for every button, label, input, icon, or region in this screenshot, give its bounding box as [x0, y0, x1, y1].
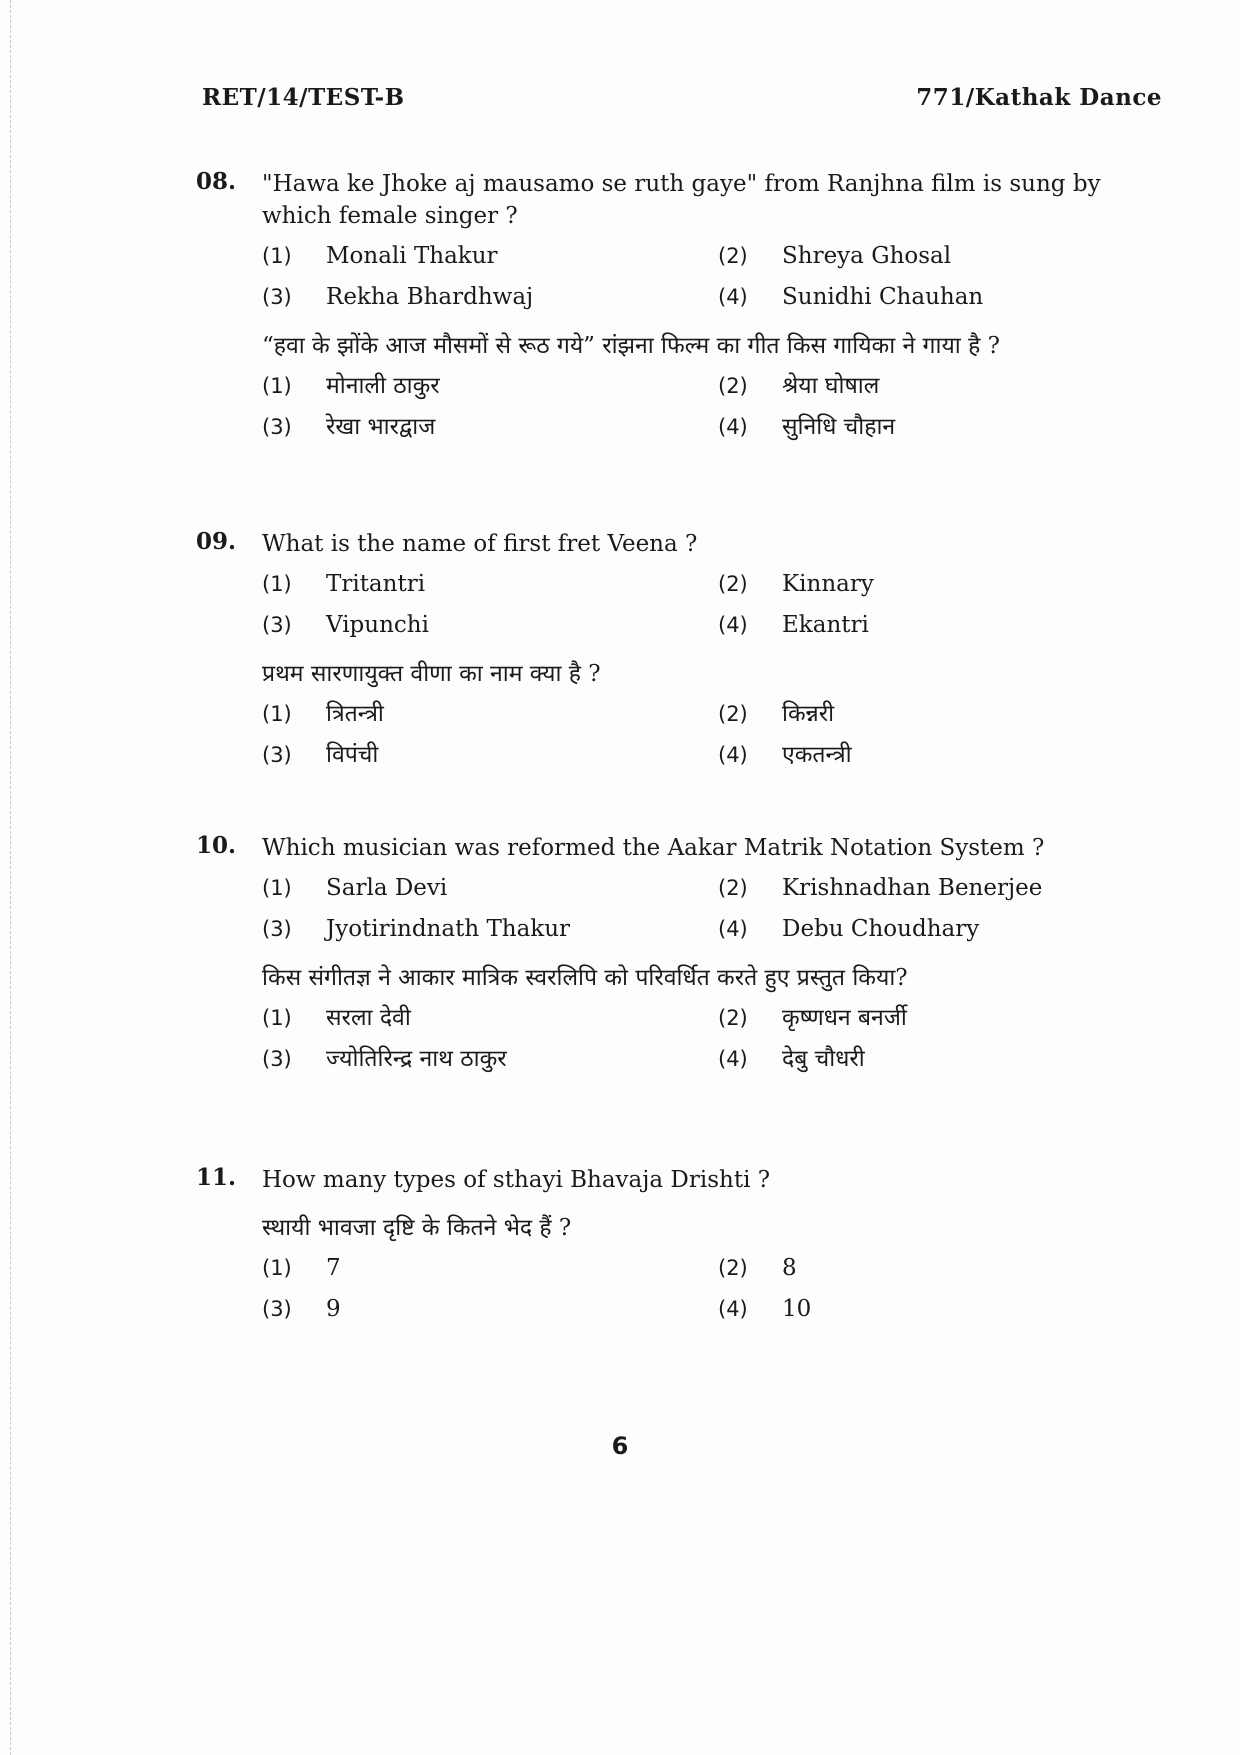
- question-number: 09.: [196, 528, 237, 555]
- question-number: 11.: [196, 1164, 237, 1191]
- option-4[interactable]: [718, 913, 1158, 946]
- question-text-hi: प्रथम सारणायुक्त वीणा का नाम क्या है ?: [262, 661, 601, 687]
- option-text: सरला देवी: [326, 1005, 411, 1031]
- option-text: एकतन्त्री: [782, 742, 852, 768]
- option-text: Tritantri: [326, 571, 426, 597]
- option-text: 9: [326, 1296, 341, 1322]
- option-number: (4): [718, 285, 748, 309]
- option-number: (3): [262, 1047, 292, 1071]
- question-text-hi: किस संगीतज्ञ ने आकार मात्रिक स्वरलिपि को परिवर्धित करते हुए प्रस्तुत किया?: [262, 965, 908, 991]
- options: [262, 1252, 1168, 1326]
- option-number: (4): [718, 743, 748, 767]
- option-text: Ekantri: [782, 612, 869, 638]
- option-2-hi[interactable]: [718, 1002, 1158, 1035]
- option-number: (4): [718, 1297, 748, 1321]
- option-text: Sunidhi Chauhan: [782, 284, 984, 310]
- option-number: (3): [262, 415, 292, 439]
- option-1[interactable]: [262, 568, 718, 601]
- question-text-hi: “हवा के झोंके आज मौसमों से रूठ गये” रांझना फिल्म का गीत किस गायिका ने गाया है ?: [262, 333, 1000, 359]
- option-number: (1): [262, 1006, 292, 1030]
- option-number: (2): [718, 244, 748, 268]
- option-text: सुनिधि चौहान: [782, 414, 896, 440]
- option-3-hi[interactable]: [262, 739, 718, 772]
- option-3[interactable]: [262, 609, 718, 642]
- option-number: (4): [718, 917, 748, 941]
- option-text: Rekha Bhardhwaj: [326, 284, 534, 310]
- question-09: [196, 528, 1168, 772]
- option-number: (2): [718, 1006, 748, 1030]
- option-text: त्रितन्त्री: [326, 701, 384, 727]
- option-text: Debu Choudhary: [782, 916, 980, 942]
- options-hi: [262, 370, 1168, 444]
- option-text: Sarla Devi: [326, 875, 448, 901]
- option-4[interactable]: [718, 281, 1158, 314]
- option-text: Shreya Ghosal: [782, 243, 952, 269]
- option-number: (1): [262, 876, 292, 900]
- subject-title: 771/Kathak Dance: [916, 84, 1162, 111]
- option-2[interactable]: [718, 240, 1158, 273]
- question-11: [196, 1164, 1168, 1326]
- option-text: मोनाली ठाकुर: [326, 373, 440, 399]
- option-text: विपंची: [326, 742, 379, 768]
- option-3[interactable]: [262, 913, 718, 946]
- option-1-hi[interactable]: [262, 370, 718, 403]
- option-text: रेखा भारद्वाज: [326, 414, 436, 440]
- option-4-hi[interactable]: [718, 739, 1158, 772]
- option-4[interactable]: [718, 609, 1158, 642]
- option-number: (3): [262, 613, 292, 637]
- option-number: (4): [718, 1047, 748, 1071]
- option-text: Kinnary: [782, 571, 874, 597]
- option-1-hi[interactable]: [262, 698, 718, 731]
- page-header: [202, 84, 1162, 124]
- option-text: Vipunchi: [326, 612, 429, 638]
- option-number: (3): [262, 285, 292, 309]
- option-3-hi[interactable]: [262, 411, 718, 444]
- option-text: 10: [782, 1296, 812, 1322]
- options-en: [262, 240, 1168, 314]
- option-1-hi[interactable]: [262, 1002, 718, 1035]
- option-number: (2): [718, 572, 748, 596]
- option-number: (3): [262, 917, 292, 941]
- option-text: कृष्णधन बनर्जी: [782, 1005, 907, 1031]
- question-text-en: What is the name of first fret Veena ?: [262, 531, 698, 557]
- question-number: 08.: [196, 168, 237, 195]
- option-1[interactable]: [262, 240, 718, 273]
- question-text-en: "Hawa ke Jhoke aj mausamo se ruth gaye" from Ranjhna film is sung by which female singer ?: [262, 171, 1101, 229]
- option-2-hi[interactable]: [718, 698, 1158, 731]
- option-number: (2): [718, 374, 748, 398]
- option-3[interactable]: [262, 1293, 718, 1326]
- question-number: 10.: [196, 832, 237, 859]
- option-text: किन्नरी: [782, 701, 835, 727]
- question-text-en: How many types of sthayi Bhavaja Drishti ?: [262, 1167, 771, 1193]
- question-08: [196, 168, 1168, 444]
- option-number: (2): [718, 876, 748, 900]
- option-number: (2): [718, 1256, 748, 1280]
- option-1[interactable]: [262, 872, 718, 905]
- option-text: Jyotirindnath Thakur: [326, 916, 571, 942]
- option-text: Krishnadhan Benerjee: [782, 875, 1043, 901]
- option-number: (4): [718, 415, 748, 439]
- options-en: [262, 568, 1168, 642]
- option-number: (1): [262, 374, 292, 398]
- option-2[interactable]: [718, 1252, 1158, 1285]
- options-hi: [262, 1002, 1168, 1076]
- option-number: (2): [718, 702, 748, 726]
- option-text: देबु चौधरी: [782, 1046, 865, 1072]
- option-4-hi[interactable]: [718, 1043, 1158, 1076]
- option-2[interactable]: [718, 568, 1158, 601]
- option-4-hi[interactable]: [718, 411, 1158, 444]
- option-number: (3): [262, 1297, 292, 1321]
- option-3-hi[interactable]: [262, 1043, 718, 1076]
- question-text-en: Which musician was reformed the Aakar Matrik Notation System ?: [262, 835, 1045, 861]
- option-1[interactable]: [262, 1252, 718, 1285]
- question-text-hi: स्थायी भावजा दृष्टि के कितने भेद हैं ?: [262, 1215, 572, 1241]
- options-hi: [262, 698, 1168, 772]
- option-3[interactable]: [262, 281, 718, 314]
- option-text: 7: [326, 1255, 341, 1281]
- option-4[interactable]: [718, 1293, 1158, 1326]
- question-10: [196, 832, 1168, 1076]
- scan-edge-line: [10, 0, 13, 1755]
- option-number: (1): [262, 244, 292, 268]
- option-2[interactable]: [718, 872, 1158, 905]
- page-number: 6: [611, 1432, 629, 1460]
- option-text: श्रेया घोषाल: [782, 373, 880, 399]
- option-text: 8: [782, 1255, 797, 1281]
- option-number: (4): [718, 613, 748, 637]
- option-text: ज्योतिरिन्द्र नाथ ठाकुर: [326, 1046, 507, 1072]
- options-en: [262, 872, 1168, 946]
- option-number: (1): [262, 702, 292, 726]
- option-number: (1): [262, 1256, 292, 1280]
- option-2-hi[interactable]: [718, 370, 1158, 403]
- option-number: (1): [262, 572, 292, 596]
- test-code: RET/14/TEST-B: [202, 84, 405, 111]
- option-number: (3): [262, 743, 292, 767]
- option-text: Monali Thakur: [326, 243, 498, 269]
